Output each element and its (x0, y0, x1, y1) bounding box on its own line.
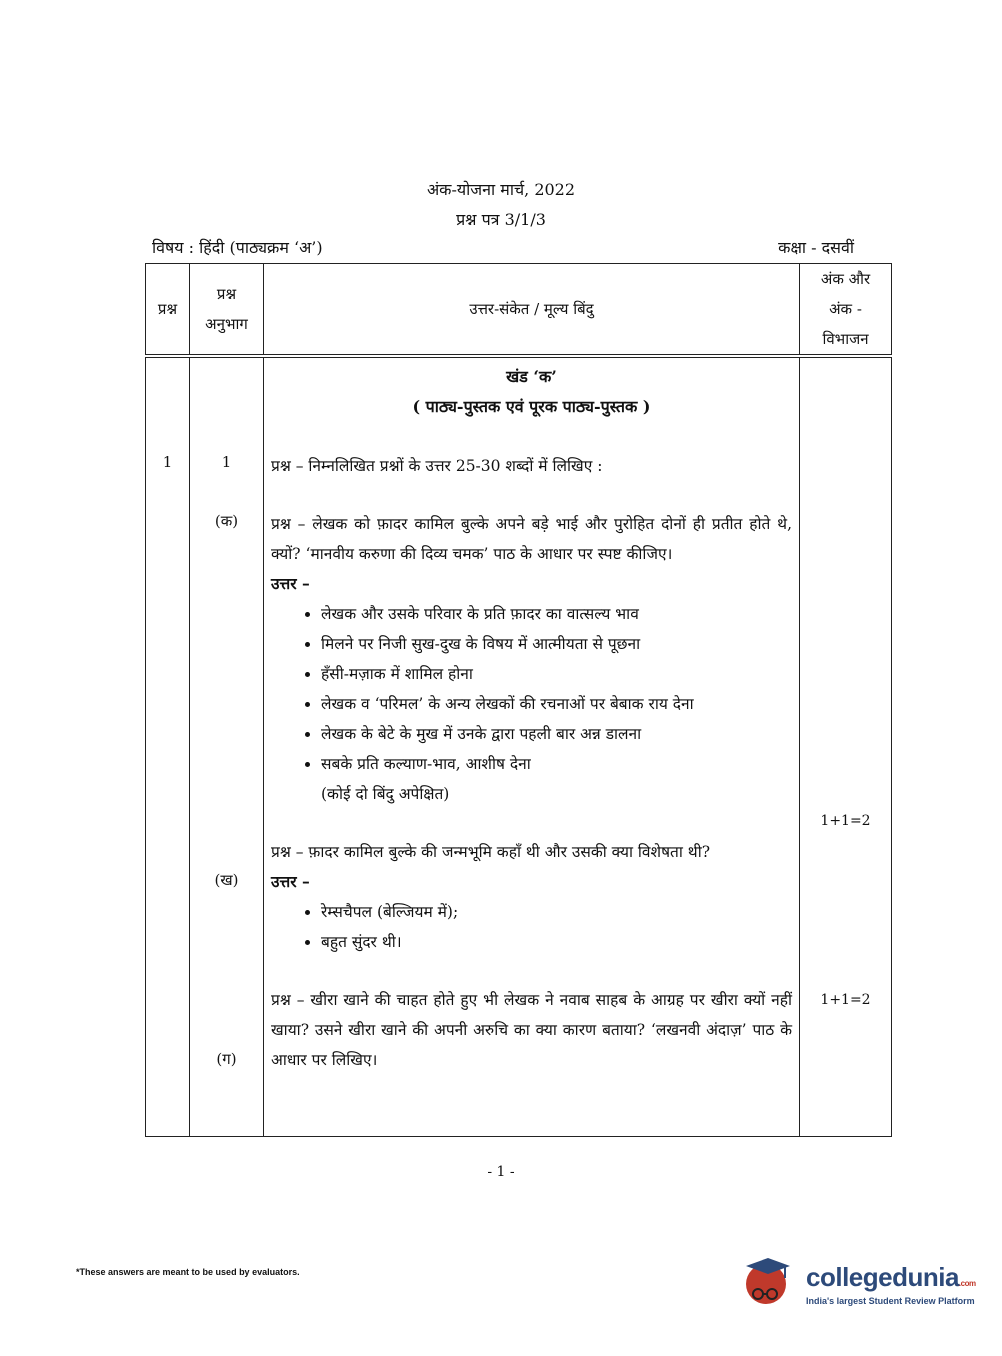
question-number-cell (146, 358, 190, 1137)
header-section-line2: अनुभाग (205, 315, 248, 333)
content-cell (264, 358, 800, 1137)
paper-code: प्रश्न पत्र 3/1/3 (456, 210, 546, 229)
header-marks-line2: अंक - (829, 300, 862, 318)
brand-tagline: India's largest Student Review Platform (806, 1296, 975, 1306)
header-section (190, 264, 264, 355)
marks-kha: 1+1=2 (820, 992, 871, 1008)
label-ga: (ग) (216, 1050, 237, 1068)
note-ka: (कोई दो बिंदु अपेक्षित) (321, 785, 450, 803)
answer-points-kha (271, 897, 792, 957)
header-marks-line3: विभाजन (822, 330, 869, 348)
list-item: • बहुत सुंदर थी। (321, 927, 792, 957)
footnote: *These answers are meant to be used by evaluators. (76, 1267, 300, 1277)
question-ga: प्रश्न – खीरा खाने की चाहत होते हुए भी लेखक ने नवाब साहब के आग्रह पर खीरा क्यों नहीं खाया? उसने खीरा खाने की अपनी अरुचि का क्या कारण बताया? ‘लखनवी अंदाज़’ पाठ के आधार पर लिखिए। (271, 991, 792, 1069)
label-ka: (क) (214, 512, 239, 530)
header-marks-line1: अंक और (820, 270, 871, 288)
list-item: • लेखक व ‘परिमल’ के अन्य लेखकों की रचनाओं पर बेबाक राय देना (321, 689, 792, 719)
question-ka: प्रश्न – लेखक को फ़ादर कामिल बुल्के अपने बड़े भाई और पुरोहित दोनों ही प्रतीत होते थे, क्यों? ‘मानवीय करुणा की दिव्य चमक’ पाठ के आधार पर स्पष्ट कीजिए। (271, 515, 792, 563)
answer-label-ka: उत्तर – (271, 574, 310, 593)
answer-label-kha: उत्तर – (271, 872, 310, 891)
header-answer-key: उत्तर-संकेत / मूल्य बिंदु (264, 264, 800, 355)
section-title: खंड ‘क’ (506, 367, 557, 386)
list-item: • सबके प्रति कल्याण-भाव, आशीष देना (321, 749, 792, 779)
brand-text: collegedunia (806, 1262, 959, 1292)
instruction: प्रश्न – निम्नलिखित प्रश्नों के उत्तर 25-30 शब्दों में लिखिए : (271, 457, 603, 475)
section-cell (190, 358, 264, 1137)
page-number: - 1 - (487, 1164, 515, 1180)
section-subtitle: ( पाठ्य-पुस्तक एवं पूरक पाठ्य-पुस्तक ) (412, 397, 651, 416)
question-part: 1 (221, 453, 232, 471)
header-marks (800, 264, 892, 355)
header-question: प्रश्न (146, 264, 190, 355)
class-label: कक्षा - दसवीं (778, 238, 854, 257)
marks-cell (800, 358, 892, 1137)
question-number: 1 (162, 453, 173, 471)
answer-points-ka (271, 599, 792, 779)
list-item: • लेखक के बेटे के मुख में उनके द्वारा पहली बार अन्न डालना (321, 719, 792, 749)
list-item: • हँसी-मज़ाक में शामिल होना (321, 659, 792, 689)
list-item: • रेम्सचैपल (बेल्जियम में); (321, 897, 792, 927)
brand-suffix: .com (958, 1279, 976, 1288)
table-header (145, 263, 892, 355)
subject-label: विषय : हिंदी (पाठ्यक्रम ‘अ’) (152, 238, 323, 257)
list-item: • लेखक और उसके परिवार के प्रति फ़ादर का वात्सल्य भाव (321, 599, 792, 629)
marks-ka: 1+1=2 (820, 813, 871, 829)
answer-table (145, 357, 892, 1137)
header-section-line1: प्रश्न (216, 285, 237, 303)
label-kha: (ख) (214, 871, 239, 889)
list-item: • मिलने पर निजी सुख-दुख के विषय में आत्मीयता से पूछना (321, 629, 792, 659)
question-kha: प्रश्न – फ़ादर कामिल बुल्के की जन्मभूमि कहाँ थी और उसकी क्या विशेषता थी? (271, 843, 711, 861)
document-title: अंक-योजना मार्च, 2022 (426, 180, 576, 199)
brand-name (806, 1262, 976, 1293)
